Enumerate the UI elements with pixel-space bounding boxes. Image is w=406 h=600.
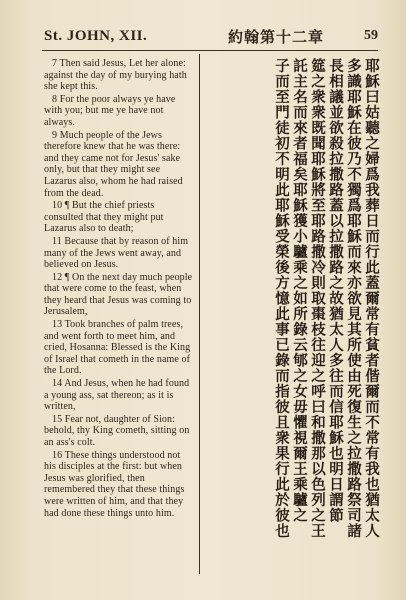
running-head-chinese: 約翰第十二章	[228, 28, 325, 46]
running-head-english: St. JOHN, XII.	[44, 28, 148, 44]
page-header	[40, 26, 384, 50]
verse-13: 13 Took branches of palm trees, and went forth to meet him, and cried, Hosanna: Blessed is the King of Israel that cometh in the name of the Lord.	[44, 319, 191, 377]
verse-8: 8 For the poor always ye have with you; but me ye have not always.	[44, 93, 176, 128]
page-number: 59	[364, 28, 378, 43]
chinese-column-6: 子而至門徒初不明此耶穌受榮後方憶此事已錄而指彼且衆果行此於彼也	[273, 58, 289, 539]
chinese-column-2: 多識耶穌在彼乃不獨爲耶穌而來亦欲見其所使由死復生之拉撒路祭司諸	[345, 58, 361, 539]
column-divider	[199, 54, 200, 574]
verse-15: 15 Fear not, daughter of Sion: behold, thy King cometh, sitting on an ass's colt.	[44, 413, 190, 448]
verse-16: 16 These things understood not his disciples at the first: but when Jesus was glorified, then remembered they that these things were written of him, and that they had done these things unto him.	[44, 449, 185, 519]
chinese-column-4: 筵之衆衆既聞耶穌將至耶路撒冷則取棗枝往迎之呼曰和撒那以色列之王	[309, 58, 325, 539]
verse-12: 12 ¶ On the next day much people that were come to the feast, when they heard that Jesus was coming to Jerusalem,	[44, 271, 193, 318]
verse-10: 10 ¶ But the chief priests consulted that they might put Lazarus also to death;	[44, 200, 164, 235]
verse-9: 9 Much people of the Jews therefore knew that he was there: and they came not for Jesus' sake only, but that they might see Lazarus also, whom he had raised from the dead.	[44, 129, 183, 199]
chinese-column-3: 長相議並欲殺拉撒路蓋以拉撒路之故猶太人多往而信耶穌也明日謂節	[327, 58, 343, 523]
chinese-text-block	[210, 58, 380, 578]
chinese-column-1: 耶穌曰姑聽之婦爲我葬日而行此蓋爾常有貧者偕爾而不常有我也猶太人	[363, 58, 379, 539]
chinese-column-5: 託主名而來者福矣耶穌獲小驢乘之如所錄云郇之女毋懼視爾王乘驢之	[291, 58, 307, 523]
verse-11: 11 Because that by reason of him many of the Jews went away, and believed on Jesus.	[44, 235, 189, 271]
verse-7: 7 Then said Jesus, Let her alone: against the day of my burying hath she kept this.	[44, 58, 187, 93]
verse-14: 14 And Jesus, when he had found a young ass, sat thereon; as it is written,	[44, 378, 190, 413]
english-text-column	[44, 58, 194, 573]
header-rule	[42, 50, 378, 51]
